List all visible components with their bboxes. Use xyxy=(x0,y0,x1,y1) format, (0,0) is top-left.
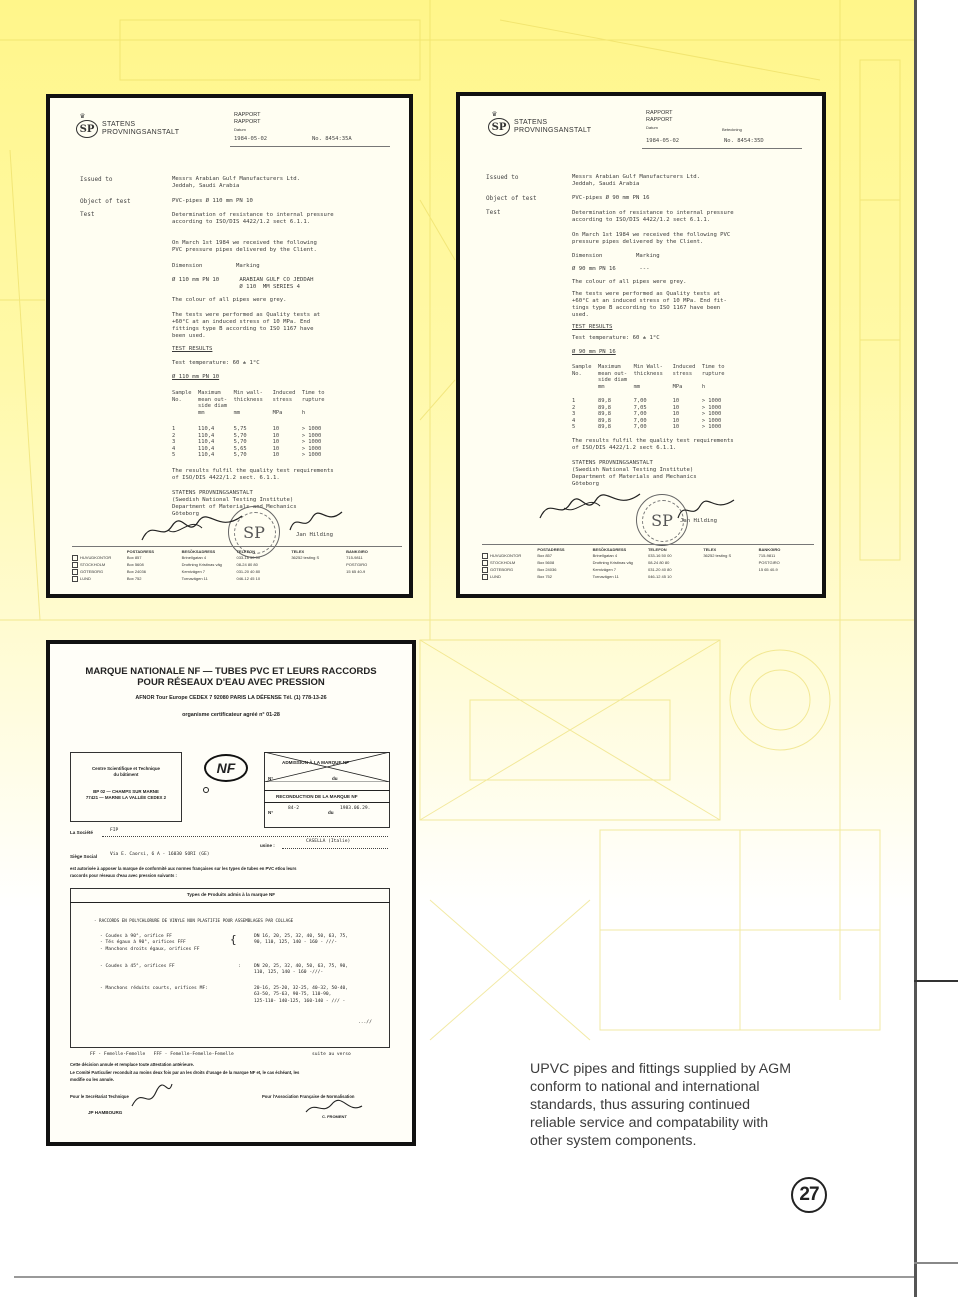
note-line2: Le Comité Particulier reconduit au moins deux fois par an les droits d'usage de la marque NF et, le cas échéant, les xyxy=(70,1070,300,1075)
dimension-header: Dimension Marking xyxy=(172,263,260,269)
secretariat-name: JP HAMBOURG xyxy=(88,1110,123,1115)
signature-hilding xyxy=(286,508,346,534)
afnor-address: AFNOR Tour Europe CEDEX 7 92080 PARIS LA DÉFENSE Tél. (1) 778-13-26 xyxy=(135,695,327,701)
dimension-header: Dimension Marking xyxy=(572,253,660,259)
results-table-header: Sample Maximum Min wall- Induced Time to No. mean out- thickness stress rupture side diam mm mm MPa h xyxy=(172,390,325,416)
org-name: STATENS PROVNINGSANSTALT xyxy=(102,121,180,136)
object-value: PVC-pipes Ø 110 mm PN 10 xyxy=(172,198,253,204)
page-number: 27 xyxy=(791,1177,827,1213)
usine-label: usine : xyxy=(260,843,275,848)
test-temperature: Test temperature: 60 ± 1°C xyxy=(172,360,260,366)
registered-mark-icon xyxy=(203,787,209,793)
sp-logo-icon: SP xyxy=(488,118,510,136)
footer-rule xyxy=(482,544,814,545)
page-edge-tick xyxy=(914,980,958,982)
signature-left xyxy=(138,508,248,548)
sp-certificate-right xyxy=(456,92,826,598)
quality-text: The tests were performed as Quality tests at +60°C at an induced stress of 10 MPa. End fit- tings type B according to ISO 1167 have been used. xyxy=(572,291,727,318)
object-label: Object of test xyxy=(486,195,537,202)
conclusion-text: The results fulfil the quality test requirements of ISO/DIS 4422/1.2 sect. 6.1.1. xyxy=(172,468,334,481)
series-label: Ø 90 mm PN 16 xyxy=(572,349,616,355)
note-line3: modifie ou les annule. xyxy=(70,1077,114,1082)
signoff-text: STATENS PROVNINGSANSTALT (Swedish National Testing Institute) Department of Materials and Mechanics Göteborg xyxy=(572,460,697,487)
sp-logo xyxy=(76,111,180,138)
page-edge-tick xyxy=(914,1262,958,1264)
results-table-rows: 1 89,8 7,00 10 > 1000 2 89,8 7,05 10 > 1000 3 89,8 7,00 10 > 1000 4 89,8 7,00 10 > 1000 5 89,8 7,00 10 > 1000 xyxy=(572,398,722,431)
societe-dotted-line xyxy=(102,836,388,837)
admission-no-label: N° xyxy=(268,776,274,781)
conclusion-text: The results fulfil the quality test requirements of ISO/DIS 4422/1.2 sect 6.1.1. xyxy=(572,438,734,451)
bottom-rule xyxy=(14,1276,914,1278)
dimension-row: Ø 110 mm PN 10 ARABIAN GULF CO JEDDAH Ø 110 MM SERIES 4 xyxy=(172,277,314,290)
sp-certificate-left xyxy=(46,94,413,598)
test-value: Determination of resistance to internal pressure according to ISO/DIS 4422/1.2 sect 6.1.1. xyxy=(572,210,734,223)
reference-label: Beteckning xyxy=(722,127,742,132)
right-page-edge xyxy=(914,0,962,1297)
test-value: Determination of resistance to internal pressure according to ISO/DIS 4422/1.2 sect 6.1.1. xyxy=(172,212,334,225)
item3-description: - Manchons réduits courts, orifices MF: xyxy=(100,986,208,991)
item2-sizes: DN 20, 25, 32, 40, 50, 63, 75, 90, 110, 125, 140 - 160 -///- xyxy=(254,964,349,976)
report-date: 1984-05-02 xyxy=(234,136,268,142)
signature-hilding xyxy=(674,496,738,522)
cstb-address: BP 02 — CHAMPS SUR MARNE 77421 — MARNE LA VALLÉE CEDEX 2 xyxy=(85,789,167,800)
suite-au-verso: suite au verso xyxy=(312,1052,351,1057)
series-label: Ø 110 mm PN 10 xyxy=(172,374,220,380)
dimension-row: Ø 90 mm PN 16 --- xyxy=(572,266,650,272)
issued-to-value: Messrs Arabian Gulf Manufacturers Ltd. Jeddah, Saudi Arabia xyxy=(172,176,300,189)
afnor-signer-name: C. FROMENT xyxy=(322,1114,347,1119)
object-value: PVC-pipes Ø 90 mm PN 16 xyxy=(572,195,650,201)
test-results-label: TEST RESULTS xyxy=(572,324,613,330)
received-text: On March 1st 1984 we received the following PVC pressure pipes delivered by the Client. xyxy=(172,240,317,253)
nf-title: MARQUE NATIONALE NF — TUBES PVC ET LEURS RACCORDS POUR RÉSEAUX D'EAU AVEC PRESSION xyxy=(85,666,377,688)
header-rule xyxy=(642,148,802,149)
reconduction-date: 1983.06.29. xyxy=(340,806,371,811)
usine-value: CASELLA (Italie) xyxy=(306,839,351,844)
footer-address-table: POSTADRESS BESÖKSADRESS TELEFON TELEX BANKGIRO HUVUDKONTOR Box 857 Brinellgatan 4 033-16 50 00 36252 testing S 715-9811 STOCKHOLM Box 5608 Drottning Kristinas väg 08-24 80 80 POSTGIRO GÖTEBORG Box 24036 Kemivägen 7 031-20 40 80 15 65 40-9 LUND Box 752 Tornavägen 11 046-12 45 10 xyxy=(482,547,814,580)
caption-text: UPVC pipes and fittings supplied by AGM conform to national and international standards, thus assuring continued reliable service and compatability with other system components. xyxy=(530,1061,792,1149)
usine-dotted-line xyxy=(282,848,388,849)
raccords-title: - RACCORDS EN POLYCHLORURE DE VINYLE NON PLASTIFIE POUR ASSEMBLAGES PAR COLLAGE xyxy=(94,918,294,923)
societe-value: FIP xyxy=(110,828,119,833)
report-number: No. 8454:35D xyxy=(724,138,764,144)
sp-seal-stamp: SP xyxy=(228,506,280,558)
siege-value: Via E. Caorsi, 6 A - 16030 SORI (GE) xyxy=(110,852,210,857)
sp-logo xyxy=(488,109,592,136)
issued-to-value: Messrs Arabian Gulf Manufacturers Ltd. Jeddah, Saudi Arabia xyxy=(572,174,700,187)
secretariat-signature xyxy=(126,1082,176,1112)
test-label: Test xyxy=(80,211,95,218)
authorisation-line1: est autorisée à apposer la marque de conformité aux normes françaises sur les types de tubes en PVC et/ou leurs xyxy=(70,866,297,871)
admission-label: ADMISSION À LA MARQUE NF xyxy=(282,760,349,765)
cstb-box xyxy=(70,752,182,822)
continued-marker: ...// xyxy=(358,1020,372,1025)
org-name: STATENS PROVNINGSANSTALT xyxy=(514,119,592,134)
reconduction-no-label: N° xyxy=(268,810,274,815)
item2-description: - Coudes à 45°, orifices FF xyxy=(100,964,175,969)
footer-rule xyxy=(72,546,402,547)
test-label: Test xyxy=(486,209,501,216)
admission-divider xyxy=(264,790,390,791)
crown-icon: ♛ xyxy=(80,111,85,120)
cstb-name: Centre Scientifique et Technique du bâtiment xyxy=(92,766,160,777)
object-label: Object of test xyxy=(80,198,131,205)
societe-label: La Société xyxy=(70,830,93,835)
crown-icon: ♛ xyxy=(492,109,497,118)
admission-cross xyxy=(264,752,390,782)
admission-du-label: du xyxy=(332,776,338,781)
colour-text: The colour of all pipes were grey. xyxy=(572,279,687,285)
certifying-body-number: organisme certificateur agréé n° 01-28 xyxy=(182,712,280,718)
issued-to-label: Issued to xyxy=(80,176,113,183)
test-results-label: TEST RESULTS xyxy=(172,346,213,352)
reconduction-label: RECONDUCTION DE LA MARQUE NF xyxy=(276,794,358,799)
reconduction-du-label: du xyxy=(328,810,334,815)
secretariat-label: Pour le Secrétariat Technique xyxy=(70,1094,129,1099)
item3-sizes: 20-16, 25-20, 32-25, 40-32, 50-40, 63-50, 75-63, 90-75, 110-90, 125-110- 140-125, 160-140 - /// - xyxy=(254,986,349,1004)
product-types-header: Types de Produits admis à la marque NF xyxy=(186,892,276,897)
issued-to-label: Issued to xyxy=(486,174,519,181)
report-number: No. 8454:35A xyxy=(312,136,352,142)
report-date: 1984-05-02 xyxy=(646,138,680,144)
siege-label: Siège Social xyxy=(70,854,98,859)
sp-logo-icon: SP xyxy=(76,120,98,138)
quality-text: The tests were performed as Quality tests at +60°C at an induced stress of 10 MPa. End fittings type B according to ISO 1167 have been used. xyxy=(172,312,321,339)
afnor-signature-label: Pour l'Association Française de Normalisation xyxy=(262,1094,355,1099)
product-types-divider xyxy=(70,902,390,903)
item2-bullet: : xyxy=(238,964,241,969)
signoff-text: STATENS PROVNINGSANSTALT (Swedish National Testing Institute) Department of Materials and Mechanics Göteborg xyxy=(172,490,297,517)
signer-name: Jan Hilding xyxy=(296,532,334,538)
received-text: On March 1st 1984 we received the following PVC pressure pipes delivered by the Client. xyxy=(572,232,731,245)
item1-description: - Coudes à 90°, orifice FF - Tés égaux à 90°, orifices FFF - Manchons droits égaux, orifices FF xyxy=(100,934,200,952)
reconduction-number: 84-2 xyxy=(288,806,300,811)
report-header: RAPPORT RAPPORT Datum xyxy=(646,110,673,130)
footer-address-table: POSTADRESS BESÖKSADRESS TELEFON TELEX BANKGIRO HUVUDKONTOR Box 857 Brinellgatan 4 033-16 50 00 36252 testing S 715-9811 STOCKHOLM Box 5608 Drottning Kristinas väg 08-24 80 80 POSTGIRO GÖTEBORG Box 24036 Kemivägen 7 031-20 40 80 15 65 40-9 LUND Box 752 Tornavägen 11 046-12 45 10 xyxy=(72,549,401,582)
page-edge-rule xyxy=(914,0,917,1297)
results-table-header: Sample Maximum Min Wall- Induced Time to No. mean out- thickness stress rupture side diam mm mm MPa h xyxy=(572,364,725,390)
report-header: RAPPORT RAPPORT Datum xyxy=(234,112,261,132)
nf-logo-icon: NF xyxy=(204,754,248,782)
results-table-rows: 1 110,4 5,75 10 > 1000 2 110,4 5,70 10 > 1000 3 110,4 5,70 10 > 1000 4 110,4 5,65 10 > 1000 5 110,4 5,70 10 > 1000 xyxy=(172,426,322,459)
sp-seal-stamp: SP xyxy=(636,494,688,546)
item1-brace: { xyxy=(230,933,237,946)
test-temperature: Test temperature: 60 ± 1°C xyxy=(572,335,660,341)
header-rule xyxy=(230,146,390,147)
authorisation-line2: raccords pour réseaux d'eau avec pression suivants : xyxy=(70,873,177,878)
signer-name: Jan Hilding xyxy=(680,518,718,524)
nf-certificate xyxy=(46,640,416,1146)
item1-sizes: DN 16, 20, 25, 32, 40, 50, 63, 75, 90, 110, 125, 140 - 160 - ///- xyxy=(254,934,349,946)
legend-text: FF - Femelle-Femelle FFF - Femelle-Femelle-Femelle xyxy=(90,1052,234,1057)
colour-text: The colour of all pipes were grey. xyxy=(172,297,287,303)
note-line1: Cette décision annule et remplace toute attestation antérieure. xyxy=(70,1062,195,1067)
reconduction-divider xyxy=(264,802,390,803)
signature-left xyxy=(536,488,646,528)
